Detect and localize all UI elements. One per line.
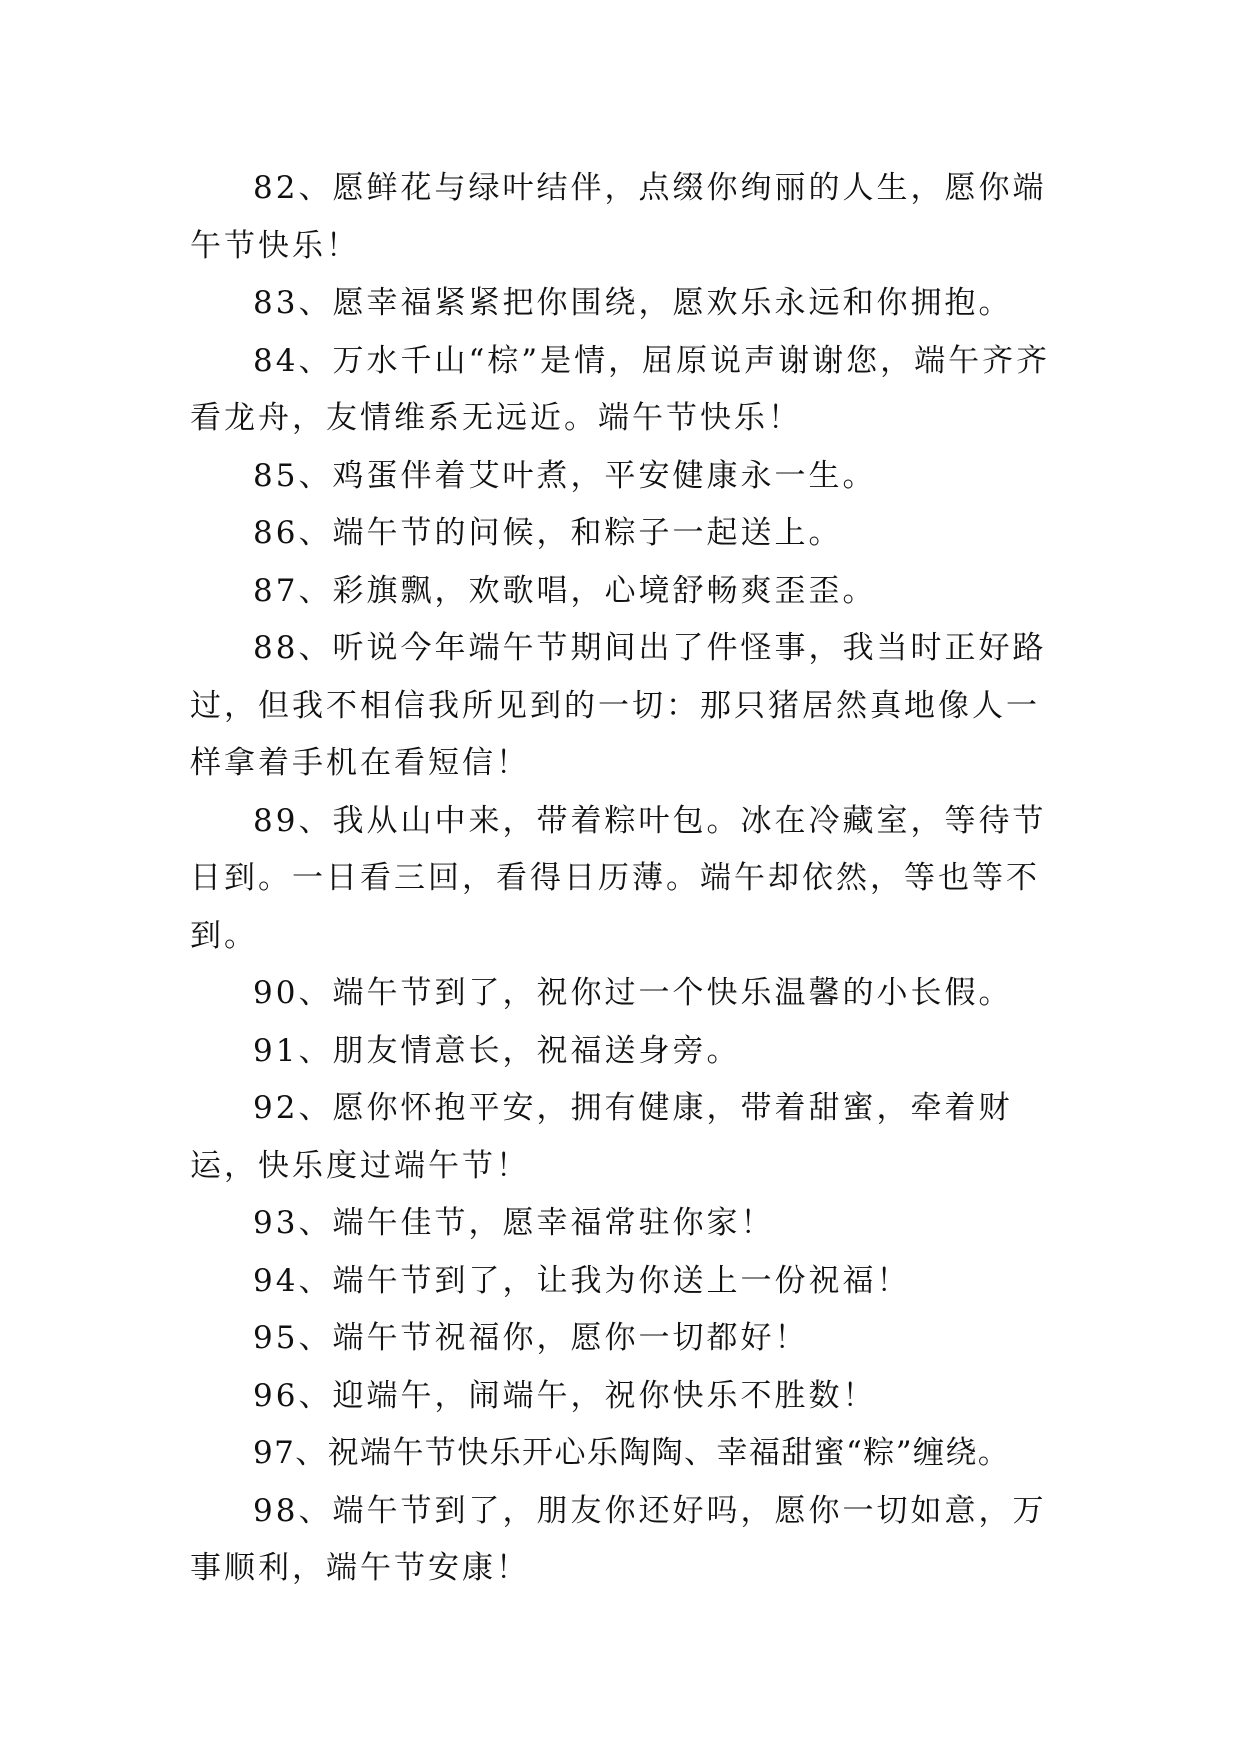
paragraph-83: 83、愿幸福紧紧把你围绕，愿欢乐永远和你拥抱。 — [253, 285, 1013, 321]
paragraph-82: 82、愿鲜花与绿叶结伴，点缀你绚丽的人生，愿你端午节快乐！ — [190, 170, 1047, 264]
paragraph-88: 88、听说今年端午节期间出了件怪事，我当时正好路过，但我不相信我所见到的一切：那只猪居然真地像人一样拿着手机在看短信！ — [190, 630, 1047, 781]
paragraph-97: 97、祝端午节快乐开心乐陶陶、幸福甜蜜“粽”缠绕。 — [253, 1435, 1011, 1471]
paragraph-98: 98、端午节到了，朋友你还好吗，愿你一切如意，万事顺利，端午节安康！ — [190, 1492, 1047, 1586]
paragraph-91: 91、朋友情意长，祝福送身旁。 — [253, 1032, 741, 1069]
paragraph-87: 87、彩旗飘，欢歌唱，心境舒畅爽歪歪。 — [253, 572, 877, 609]
paragraph-95: 95、端午节祝福你，愿你一切都好！ — [253, 1320, 809, 1356]
paragraph-86: 86、端午节的问候，和粽子一起送上。 — [253, 515, 843, 551]
paragraph-92: 92、愿你怀抱平安，拥有健康，带着甜蜜，牵着财运，快乐度过端午节！ — [190, 1090, 1013, 1184]
paragraph-90: 90、端午节到了，祝你过一个快乐温馨的小长假。 — [253, 975, 1013, 1011]
paragraph-94: 94、端午节到了，让我为你送上一份祝福！ — [253, 1262, 911, 1299]
paragraph-93: 93、端午佳节，愿幸福常驻你家！ — [253, 1205, 775, 1241]
document-body — [190, 160, 1052, 1598]
paragraph-89: 89、我从山中来，带着粽叶包。冰在冷藏室，等待节日到。一日看三回，看得日历薄。端午却依然，等也等不到。 — [190, 802, 1047, 954]
paragraph-85: 85、鸡蛋伴着艾叶煮，平安健康永一生。 — [253, 457, 877, 494]
paragraph-84: 84、万水千山“棕”是情，屈原说声谢谢您，端午齐齐看龙舟，友情维系无远近。端午节快乐！ — [190, 342, 1051, 436]
paragraph-96: 96、迎端午，闹端午，祝你快乐不胜数！ — [253, 1377, 877, 1414]
